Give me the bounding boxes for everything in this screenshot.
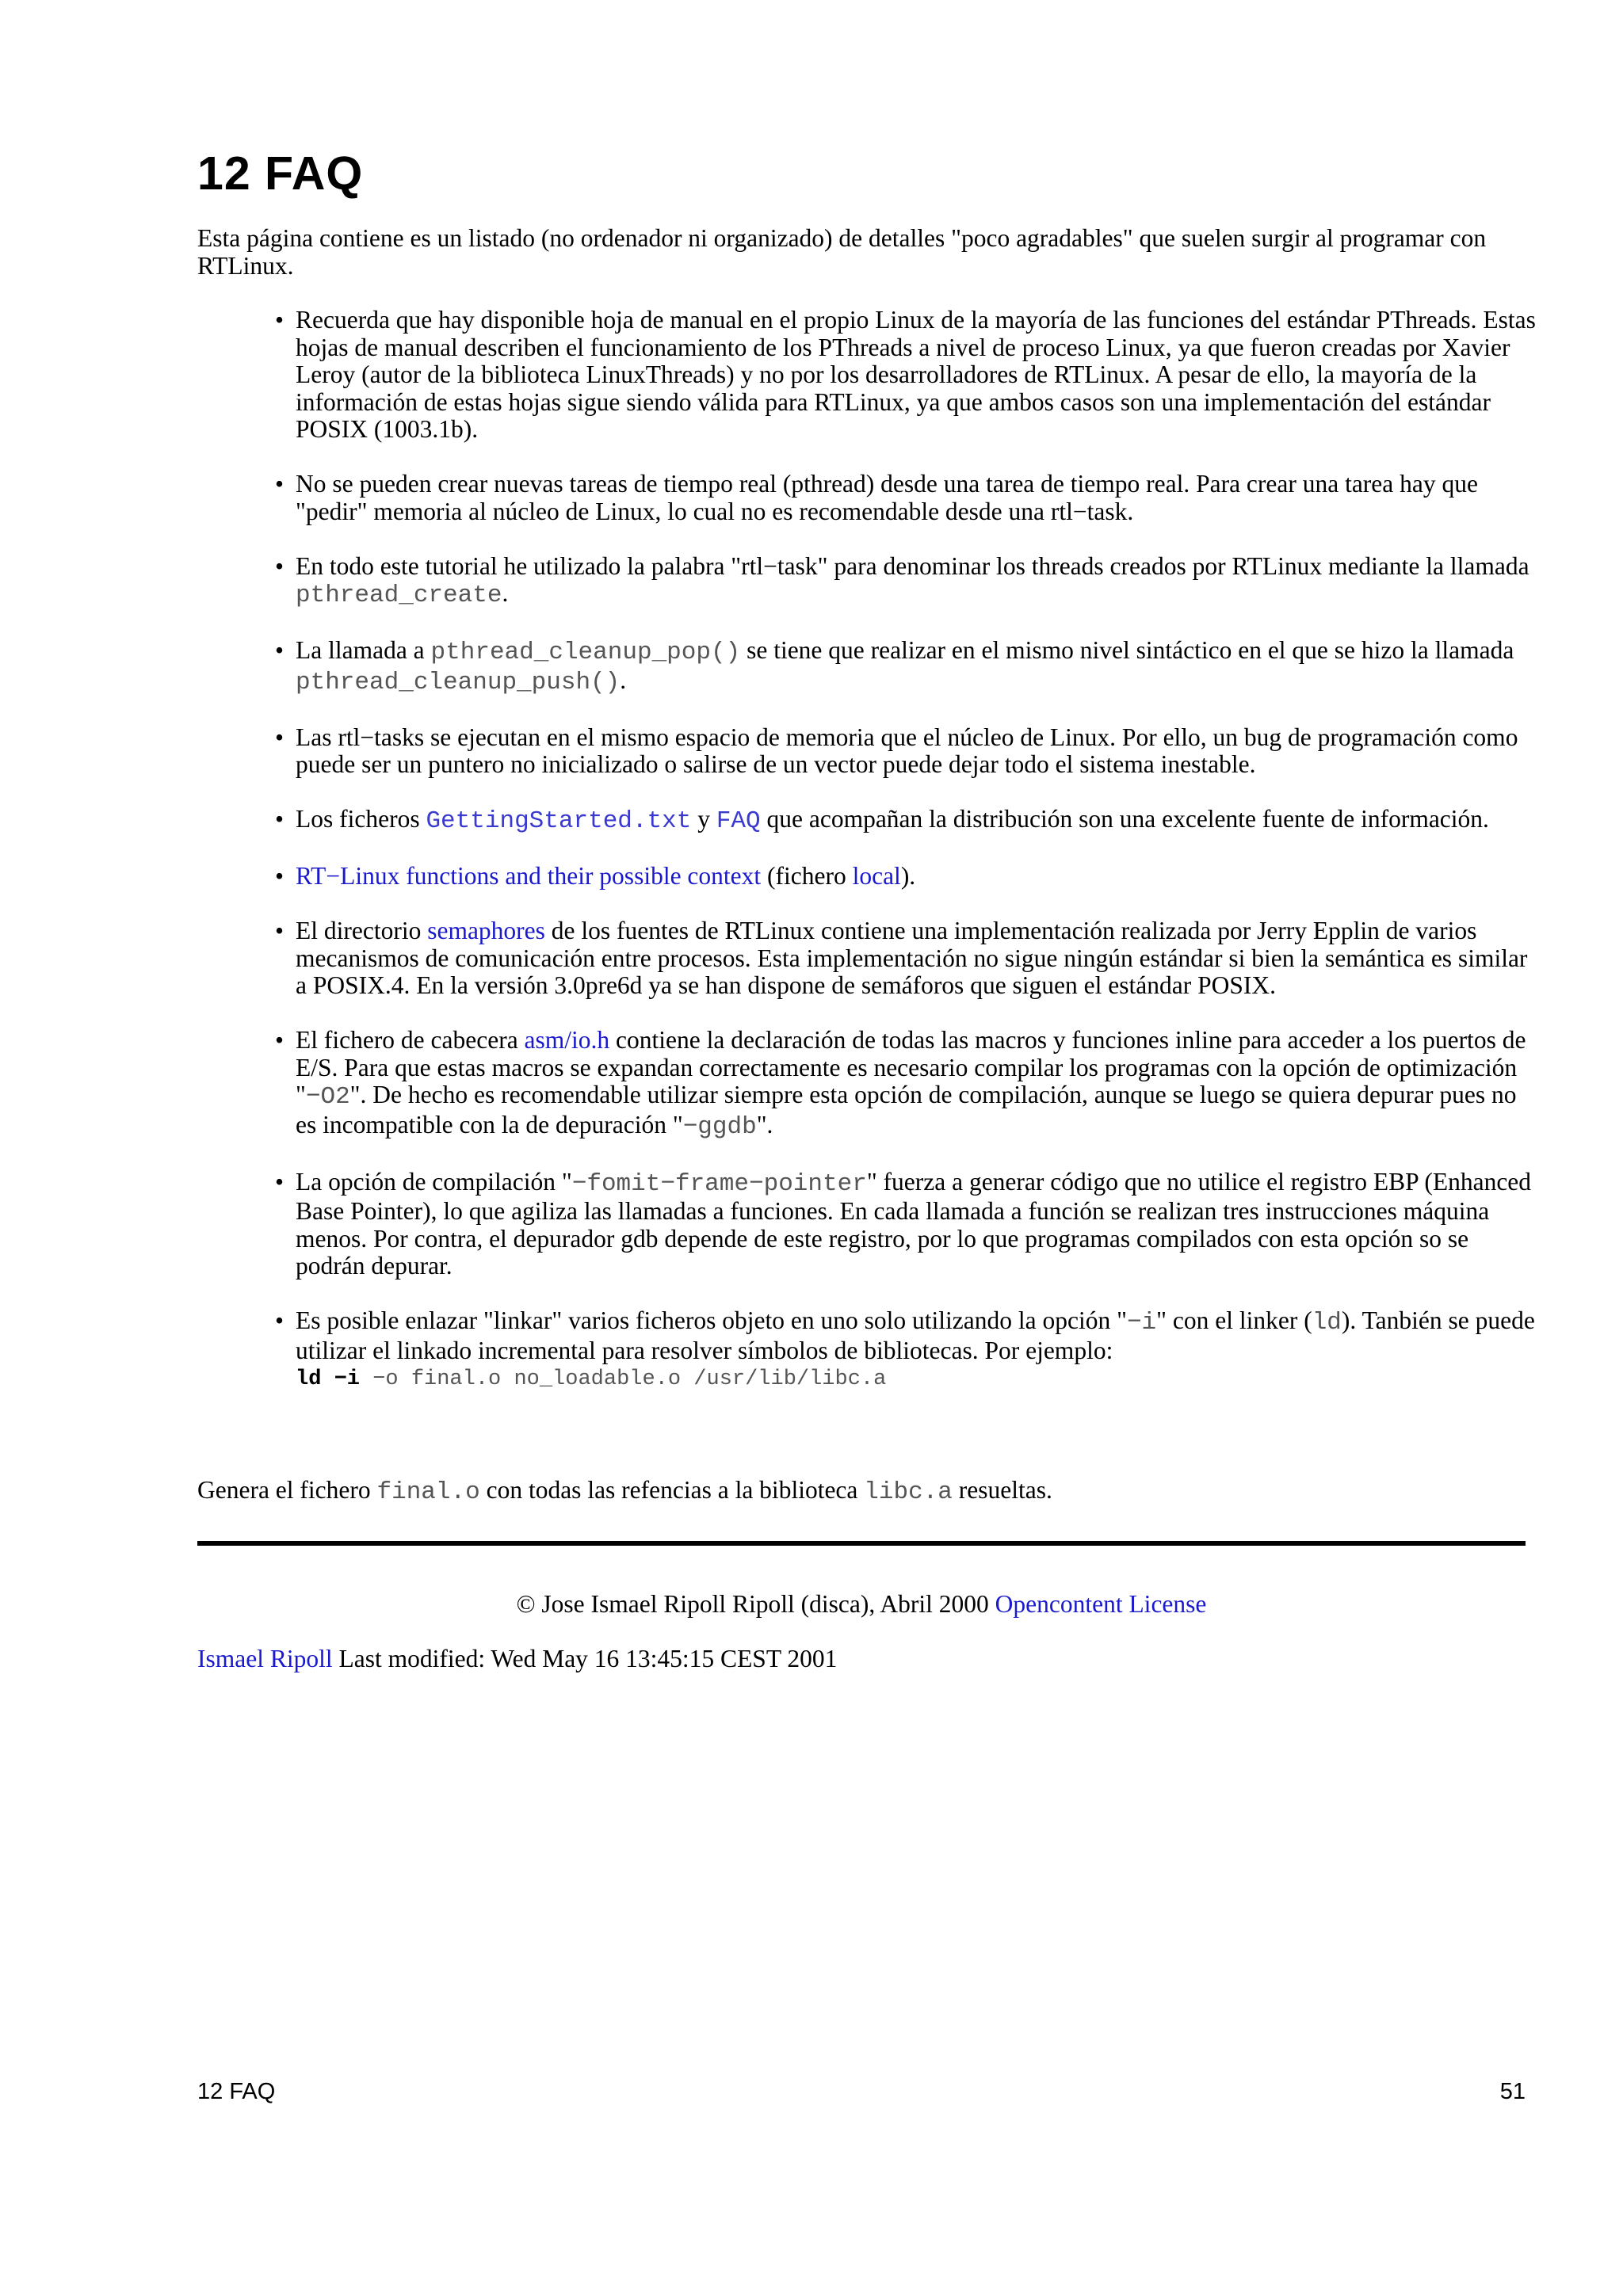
item-text: El directorio bbox=[296, 917, 428, 944]
code-snippet: final.o bbox=[376, 1478, 480, 1506]
after-text: resueltas. bbox=[952, 1476, 1052, 1504]
bullet-icon: • bbox=[275, 862, 285, 890]
item-text: El fichero de cabecera bbox=[296, 1026, 525, 1054]
list-item bbox=[197, 1027, 1537, 1141]
item-text: contiene la declaración de todas las macros y funciones inline para acceder a los puertos de E/S. Para que estas macros se expandan correctamente es necesario compilar los programas con la opción de optimización " bbox=[296, 1026, 1526, 1108]
item-text: La llamada a bbox=[296, 636, 431, 664]
code-snippet: −i bbox=[1126, 1309, 1157, 1337]
item-text: ". De hecho es recomendable utilizar siempre esta opción de compilación, aunque se luego se quiera depurar pues no es incompatible con la de depuración " bbox=[296, 1081, 1517, 1138]
list-item bbox=[197, 471, 1537, 525]
bullet-icon: • bbox=[275, 551, 285, 580]
code-snippet: pthread_cleanup_pop() bbox=[430, 639, 741, 666]
bullet-icon: • bbox=[275, 306, 285, 334]
list-item bbox=[197, 307, 1537, 444]
item-text: " fuerza a generar código que no utilice el registro EBP (Enhanced Base Pointer), lo que agiliza las llamadas a funciones. En cada llamada a función se realizan tres instrucciones máquina menos. Por contra, el depurador gdb depende de este registro, por lo que programas compilados con esta opción so se podrán depurar. bbox=[296, 1167, 1532, 1280]
command-args: −o final.o no_loadable.o /usr/lib/libc.a bbox=[360, 1367, 887, 1391]
command-example bbox=[296, 1364, 1537, 1391]
item-text: Los ficheros bbox=[296, 805, 426, 833]
bullet-icon: • bbox=[275, 1306, 285, 1334]
last-modified-text: Last modified: Wed May 16 13:45:15 CEST 2001 bbox=[332, 1645, 838, 1672]
bullet-icon: • bbox=[275, 1026, 285, 1054]
faq-list bbox=[197, 307, 1537, 1419]
bullet-icon: • bbox=[275, 805, 285, 833]
opencontent-license-link[interactable]: Opencontent License bbox=[995, 1590, 1207, 1618]
item-text: Recuerda que hay disponible hoja de manual en el propio Linux de la mayoría de las funciones del estándar PThreads. Estas hojas de manual describen el funcionamiento de los PThreads a nivel de proceso Linux, ya que fueron creadas por Xavier Leroy (autor de la biblioteca LinuxThreads) y no por los desarrolladores de RTLinux. A pesar de ello, la mayoría de la información de estas hojas sigue siendo válida para RTLinux, ya que ambos casos son una implementación del estándar POSIX (1003.1b). bbox=[296, 306, 1536, 443]
result-paragraph bbox=[197, 1477, 1529, 1507]
bullet-icon: • bbox=[275, 1167, 285, 1196]
asm-io-h-link[interactable]: asm/io.h bbox=[524, 1026, 610, 1054]
item-text: Es posible enlazar "linkar" varios ficheros objeto en uno solo utilizando la opción " bbox=[296, 1306, 1127, 1334]
footer-chapter: 12 FAQ bbox=[197, 2079, 276, 2104]
code-snippet: −fomit−frame−pointer bbox=[571, 1169, 867, 1198]
rt-linux-functions-link[interactable]: RT−Linux functions and their possible context bbox=[296, 862, 762, 890]
page-title: 12 FAQ bbox=[197, 147, 364, 200]
code-snippet: −ggdb bbox=[682, 1112, 757, 1141]
item-text: ". bbox=[756, 1110, 773, 1138]
item-text: . bbox=[620, 666, 627, 694]
list-item bbox=[197, 553, 1537, 610]
local-link[interactable]: local bbox=[852, 862, 901, 890]
faq-link[interactable]: FAQ bbox=[716, 807, 761, 835]
item-text: ). bbox=[900, 862, 916, 890]
list-item bbox=[197, 917, 1537, 1000]
item-text: ). Tanbién se puede utilizar el linkado incremental para resolver símbolos de bibliotecas. Por ejemplo: bbox=[296, 1306, 1535, 1364]
list-item bbox=[197, 863, 1537, 891]
item-text: (fichero bbox=[761, 862, 853, 890]
item-text: Las rtl−tasks se ejecutan en el mismo espacio de memoria que el núcleo de Linux. Por ello, un bug de programación como puede ser un puntero no inicializado o salirse de un vector puede dejar todo el sistema inestable. bbox=[296, 723, 1518, 778]
item-text: que acompañan la distribución son una excelente fuente de información. bbox=[760, 805, 1489, 833]
code-snippet: pthread_cleanup_push() bbox=[296, 668, 621, 696]
list-item bbox=[197, 724, 1537, 779]
list-item bbox=[197, 806, 1537, 836]
horizontal-rule bbox=[197, 1541, 1526, 1546]
list-item bbox=[197, 1169, 1537, 1280]
item-text: de los fuentes de RTLinux contiene una implementación realizada por Jerry Epplin de varios mecanismos de comunicación entre procesos. Esta implementación no sigue ningún estándar si bien la semántica es similar a POSIX.4. En la versión 3.0pre6d ya se han dispone de semáforos que siguen el estándar POSIX. bbox=[296, 917, 1528, 999]
bullet-icon: • bbox=[275, 723, 285, 751]
bullet-icon: • bbox=[275, 917, 285, 944]
item-text: En todo este tutorial he utilizado la palabra "rtl−task" para denominar los threads creados por RTLinux mediante la llamada bbox=[296, 551, 1529, 580]
copyright-text: © Jose Ismael Ripoll Ripoll (disca), Abril 2000 bbox=[516, 1590, 995, 1618]
author-link[interactable]: Ismael Ripoll bbox=[197, 1645, 333, 1672]
copyright-line bbox=[197, 1591, 1526, 1619]
item-text: y bbox=[691, 805, 716, 833]
code-snippet: pthread_create bbox=[296, 582, 502, 609]
code-snippet: ld bbox=[1312, 1309, 1342, 1337]
list-item bbox=[197, 637, 1537, 696]
item-text: No se pueden crear nuevas tareas de tiempo real (pthread) desde una tarea de tiempo real. Para crear una tarea hay que "pedir" memoria al núcleo de Linux, lo cual no es recomendable desde una rtl−task. bbox=[296, 470, 1478, 525]
semaphores-link[interactable]: semaphores bbox=[427, 917, 545, 944]
gettingstarted-link[interactable]: GettingStarted.txt bbox=[426, 807, 692, 835]
item-text: se tiene que realizar en el mismo nivel sintáctico en el que se hizo la llamada bbox=[740, 636, 1514, 664]
after-text: Genera el fichero bbox=[197, 1476, 377, 1504]
code-snippet: −O2 bbox=[305, 1083, 350, 1111]
last-modified-line bbox=[197, 1646, 837, 1673]
item-text: " con el linker ( bbox=[1156, 1306, 1312, 1334]
after-text: con todas las refencias a la biblioteca bbox=[479, 1476, 865, 1504]
item-text: . bbox=[502, 579, 509, 607]
code-snippet: libc.a bbox=[864, 1478, 953, 1506]
footer-page-number: 51 bbox=[1499, 2079, 1526, 2104]
intro-paragraph: Esta página contiene es un listado (no ordenador ni organizado) de detalles "poco agradables" que suelen surgir al programar con RTLinux. bbox=[197, 224, 1487, 280]
bullet-icon: • bbox=[275, 470, 285, 498]
bullet-icon: • bbox=[275, 636, 285, 664]
item-text: La opción de compilación " bbox=[296, 1167, 572, 1196]
command-bold: ld −i bbox=[296, 1367, 361, 1391]
list-item bbox=[197, 1307, 1537, 1391]
